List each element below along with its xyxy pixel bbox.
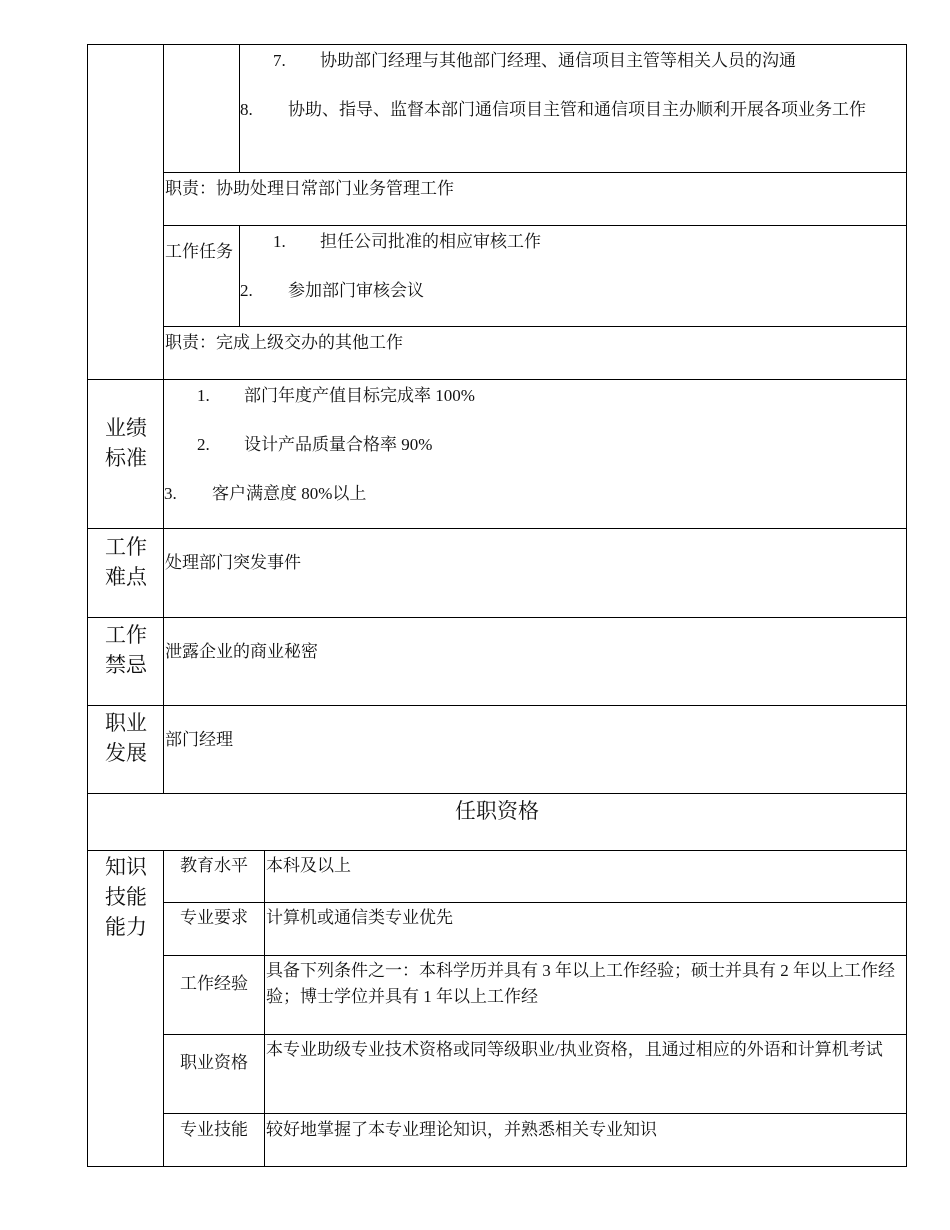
taboo-text: 泄露企业的商业秘密 [165, 642, 318, 661]
performance-label: 业绩标准 [105, 416, 147, 470]
qualification-value-experience: 具备下列条件之一：本科学历并具有 3 年以上工作经验；硕士并具有 2 年以上工作经验；博士学位并具有 1 年以上工作经 [266, 961, 895, 1006]
career-text: 部门经理 [165, 730, 233, 749]
row-divider [87, 793, 907, 794]
performance-item: 3. 客户满意度 80%以上 [164, 484, 367, 503]
row-divider [87, 528, 907, 529]
knowledge-skills-label: 知识技能能力 [105, 855, 147, 939]
task-item: 2. 参加部门审核会议 [240, 281, 424, 300]
row-divider [163, 326, 907, 327]
row-divider [87, 379, 907, 380]
task-item: 8. 协助、指导、监督本部门通信项目主管和通信项目主办顺利开展各项业务工作 [240, 100, 866, 119]
row-divider [87, 617, 907, 618]
column-divider-task-2 [239, 225, 240, 327]
qualification-value-skills: 较好地掌握了本专业理论知识，并熟悉相关专业知识 [266, 1120, 657, 1139]
work-task-label: 工作任务 [165, 242, 233, 261]
qualification-label-skills: 专业技能 [180, 1120, 248, 1139]
taboo-label: 工作禁忌 [105, 623, 147, 677]
row-divider [163, 1034, 907, 1035]
row-divider [163, 902, 907, 903]
qualification-label-experience: 工作经验 [180, 974, 248, 993]
row-divider [163, 225, 907, 226]
qualification-label-certification: 职业资格 [180, 1053, 248, 1072]
row-divider [163, 1113, 907, 1114]
difficulty-text: 处理部门突发事件 [165, 553, 301, 572]
difficulty-label: 工作难点 [105, 535, 147, 589]
performance-item: 2. 设计产品质量合格率 90% [197, 435, 433, 454]
qualification-label-major: 专业要求 [180, 908, 248, 927]
column-divider-qualification [264, 850, 265, 1167]
task-item: 7. 协助部门经理与其他部门经理、通信项目主管等相关人员的沟通 [273, 51, 796, 70]
qualification-value-major: 计算机或通信类专业优先 [266, 908, 453, 927]
career-label: 职业发展 [105, 711, 147, 765]
duty-title: 职责：协助处理日常部门业务管理工作 [165, 179, 454, 198]
qualification-value-certification: 本专业助级专业技术资格或同等级职业/执业资格，且通过相应的外语和计算机考试 [266, 1040, 883, 1059]
row-divider [163, 172, 907, 173]
row-divider [163, 955, 907, 956]
row-divider [87, 705, 907, 706]
performance-item: 1. 部门年度产值目标完成率 100% [197, 386, 475, 405]
qualification-label-education: 教育水平 [180, 856, 248, 875]
qualifications-heading: 任职资格 [455, 799, 539, 823]
qualification-value-education: 本科及以上 [266, 856, 351, 875]
task-item: 1. 担任公司批准的相应审核工作 [273, 232, 541, 251]
duty-title: 职责：完成上级交办的其他工作 [165, 333, 403, 352]
row-divider [87, 850, 907, 851]
